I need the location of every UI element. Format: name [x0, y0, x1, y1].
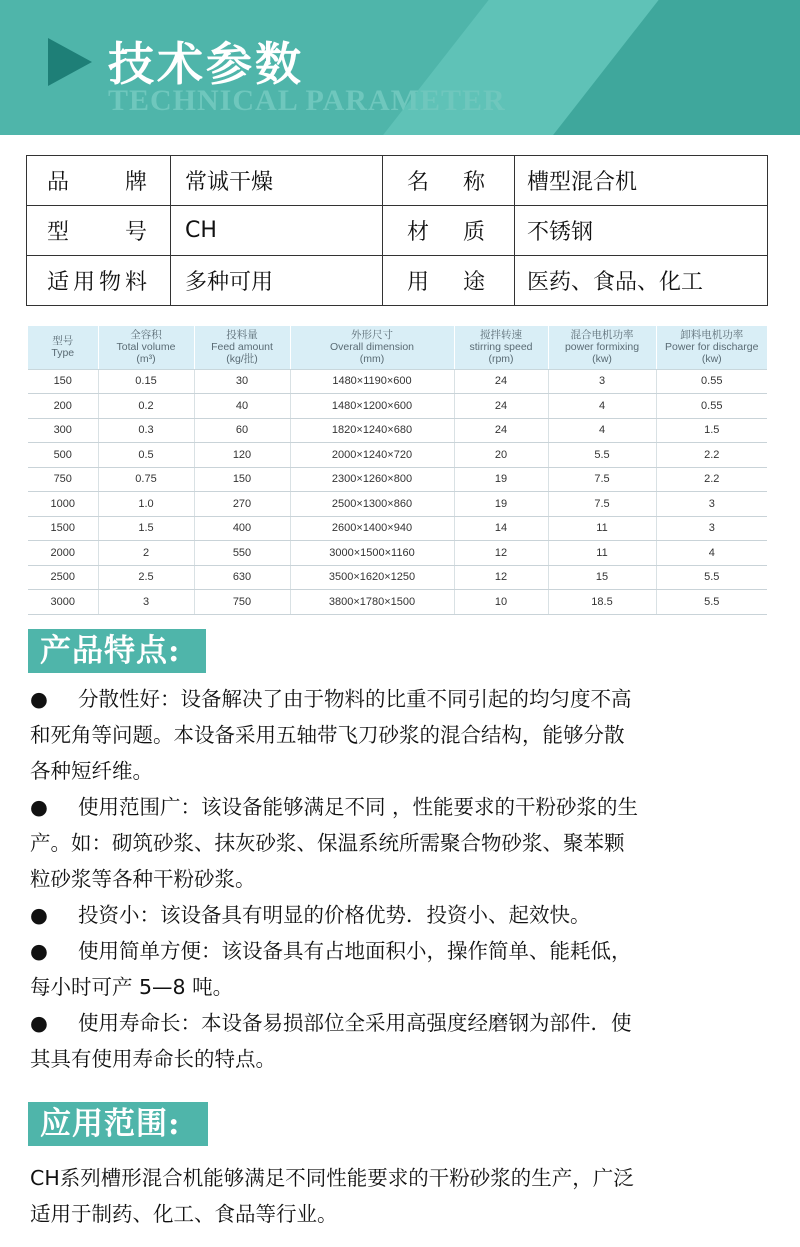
spec-header-cell: 混合电机功率 power formixing (kw)	[548, 326, 656, 369]
usage-text	[30, 1160, 775, 1232]
feature-text: 和死角等问题。本设备采用五轴带飞刀砂浆的混合结构，能够分散	[30, 723, 625, 747]
table-cell: 15	[548, 565, 656, 590]
features-list	[30, 681, 775, 1077]
feature-text: 产。如：砌筑砂浆、抹灰砂浆、保温系统所需聚合物砂浆、聚苯颗	[30, 831, 625, 855]
bullet-icon: ●	[30, 1011, 48, 1035]
material-label: 材质	[407, 220, 485, 245]
table-cell: 550	[194, 541, 290, 566]
table-cell: 2.2	[656, 467, 767, 492]
feature-line	[30, 969, 775, 1005]
table-row	[28, 590, 767, 615]
name-label: 名称	[407, 170, 485, 195]
table-row	[28, 369, 767, 394]
feature-text: 使用寿命长：本设备易损部位全采用高强度经磨钢为部件．使	[78, 1011, 632, 1035]
spec-header-cell: 型号 Type	[28, 326, 98, 369]
usage-line: 适用于制药、化工、食品等行业。	[30, 1202, 338, 1226]
table-cell: 12	[454, 565, 548, 590]
spec-table-body	[28, 369, 767, 614]
feature-line	[30, 789, 775, 825]
table-cell: 120	[194, 443, 290, 468]
name-value: 槽型混合机	[515, 156, 768, 206]
table-cell: 30	[194, 369, 290, 394]
use-value: 医药、食品、化工	[515, 256, 768, 306]
bullet-icon: ●	[30, 903, 48, 927]
table-cell: 750	[194, 590, 290, 615]
play-triangle-icon	[48, 38, 92, 86]
usage-line: CH系列槽形混合机能够满足不同性能要求的干粉砂浆的生产，广泛	[30, 1166, 634, 1190]
info-row	[27, 156, 768, 206]
table-cell: 11	[548, 541, 656, 566]
table-cell: 11	[548, 516, 656, 541]
table-cell: 2	[98, 541, 194, 566]
table-cell: 300	[28, 418, 98, 443]
table-cell: 1.5	[656, 418, 767, 443]
spec-header-row	[28, 326, 767, 369]
table-cell: 5.5	[656, 590, 767, 615]
table-cell: 0.5	[98, 443, 194, 468]
table-cell: 0.3	[98, 418, 194, 443]
table-cell: 3	[98, 590, 194, 615]
usage-title: 应用范围:	[28, 1102, 208, 1146]
table-row	[28, 492, 767, 517]
feature-line	[30, 1005, 775, 1041]
table-cell: 1.5	[98, 516, 194, 541]
table-cell: 18.5	[548, 590, 656, 615]
table-row	[28, 418, 767, 443]
table-cell: 40	[194, 394, 290, 419]
suitable-label: 适用物料	[47, 270, 147, 295]
table-cell: 3000	[28, 590, 98, 615]
table-cell: 5.5	[656, 565, 767, 590]
table-cell: 2000×1240×720	[290, 443, 454, 468]
table-cell: 2300×1260×800	[290, 467, 454, 492]
table-cell: 200	[28, 394, 98, 419]
table-cell: 1820×1240×680	[290, 418, 454, 443]
table-cell: 2500	[28, 565, 98, 590]
feature-text: 投资小：该设备具有明显的价格优势．投资小、起效快。	[78, 903, 591, 927]
table-cell: 24	[454, 394, 548, 419]
bullet-icon: ●	[30, 795, 48, 819]
table-cell: 7.5	[548, 467, 656, 492]
features-title: 产品特点:	[28, 629, 206, 673]
table-cell: 3	[656, 492, 767, 517]
page-title: 技术参数	[108, 37, 304, 91]
table-cell: 7.5	[548, 492, 656, 517]
feature-text: 使用简单方便：该设备具有占地面积小，操作简单、能耗低，	[78, 939, 632, 963]
spec-table	[28, 326, 767, 615]
table-cell: 19	[454, 492, 548, 517]
spec-header-cell: 卸料电机功率 Power for discharge (kw)	[656, 326, 767, 369]
table-cell: 12	[454, 541, 548, 566]
table-cell: 3800×1780×1500	[290, 590, 454, 615]
basic-info-table	[26, 155, 768, 306]
header-banner	[0, 0, 800, 135]
table-row	[28, 467, 767, 492]
feature-text: 使用范围广：该设备能够满足不同 ，性能要求的干粉砂浆的生	[78, 795, 639, 819]
table-cell: 2000	[28, 541, 98, 566]
use-label: 用途	[407, 270, 485, 295]
table-cell: 4	[548, 418, 656, 443]
table-cell: 2500×1300×860	[290, 492, 454, 517]
suitable-value: 多种可用	[171, 256, 383, 306]
feature-text: 分散性好：设备解决了由于物料的比重不同引起的均匀度不高	[78, 687, 632, 711]
table-cell: 3	[656, 516, 767, 541]
info-row	[27, 256, 768, 306]
spec-header-cell: 搅拌转速 stirring speed (rpm)	[454, 326, 548, 369]
table-cell: 1480×1190×600	[290, 369, 454, 394]
table-row	[28, 541, 767, 566]
table-row	[28, 443, 767, 468]
feature-text: 各种短纤维。	[30, 759, 153, 783]
table-cell: 1000	[28, 492, 98, 517]
table-cell: 630	[194, 565, 290, 590]
table-cell: 19	[454, 467, 548, 492]
table-cell: 0.55	[656, 394, 767, 419]
feature-line	[30, 1041, 775, 1077]
material-value: 不锈钢	[515, 206, 768, 256]
page-subtitle: TECHNICAL PARAMETER	[108, 84, 506, 117]
brand-value: 常诚干燥	[171, 156, 383, 206]
bullet-icon: ●	[30, 939, 48, 963]
feature-line	[30, 861, 775, 897]
table-row	[28, 565, 767, 590]
table-cell: 60	[194, 418, 290, 443]
table-cell: 4	[548, 394, 656, 419]
spec-header-cell: 全容积 Total volume (m³)	[98, 326, 194, 369]
feature-text: 每小时可产 5—8 吨。	[30, 975, 234, 999]
table-cell: 150	[194, 467, 290, 492]
table-cell: 400	[194, 516, 290, 541]
feature-line	[30, 681, 775, 717]
model-label: 型号	[47, 220, 147, 245]
table-cell: 750	[28, 467, 98, 492]
feature-line	[30, 753, 775, 789]
table-cell: 1.0	[98, 492, 194, 517]
model-value: CH	[171, 206, 383, 256]
table-cell: 0.15	[98, 369, 194, 394]
feature-line	[30, 717, 775, 753]
spec-header-cell: 外形尺寸 Overall dimension (mm)	[290, 326, 454, 369]
table-cell: 1480×1200×600	[290, 394, 454, 419]
table-cell: 0.75	[98, 467, 194, 492]
table-row	[28, 394, 767, 419]
table-row	[28, 516, 767, 541]
brand-label: 品牌	[47, 170, 147, 195]
table-cell: 20	[454, 443, 548, 468]
table-cell: 10	[454, 590, 548, 615]
table-cell: 5.5	[548, 443, 656, 468]
table-cell: 2.5	[98, 565, 194, 590]
feature-line	[30, 897, 775, 933]
feature-text: 粒砂浆等各种干粉砂浆。	[30, 867, 256, 891]
feature-text: 其具有使用寿命长的特点。	[30, 1047, 276, 1071]
table-cell: 2600×1400×940	[290, 516, 454, 541]
info-row	[27, 206, 768, 256]
table-cell: 4	[656, 541, 767, 566]
bullet-icon: ●	[30, 687, 48, 711]
table-cell: 2.2	[656, 443, 767, 468]
table-cell: 3000×1500×1160	[290, 541, 454, 566]
table-cell: 3500×1620×1250	[290, 565, 454, 590]
spec-header-cell: 投料量 Feed amount (kg/批)	[194, 326, 290, 369]
table-cell: 150	[28, 369, 98, 394]
table-cell: 24	[454, 369, 548, 394]
feature-line	[30, 933, 775, 969]
table-cell: 500	[28, 443, 98, 468]
feature-line	[30, 825, 775, 861]
table-cell: 0.55	[656, 369, 767, 394]
table-cell: 270	[194, 492, 290, 517]
table-cell: 14	[454, 516, 548, 541]
table-cell: 0.2	[98, 394, 194, 419]
table-cell: 3	[548, 369, 656, 394]
table-cell: 24	[454, 418, 548, 443]
table-cell: 1500	[28, 516, 98, 541]
